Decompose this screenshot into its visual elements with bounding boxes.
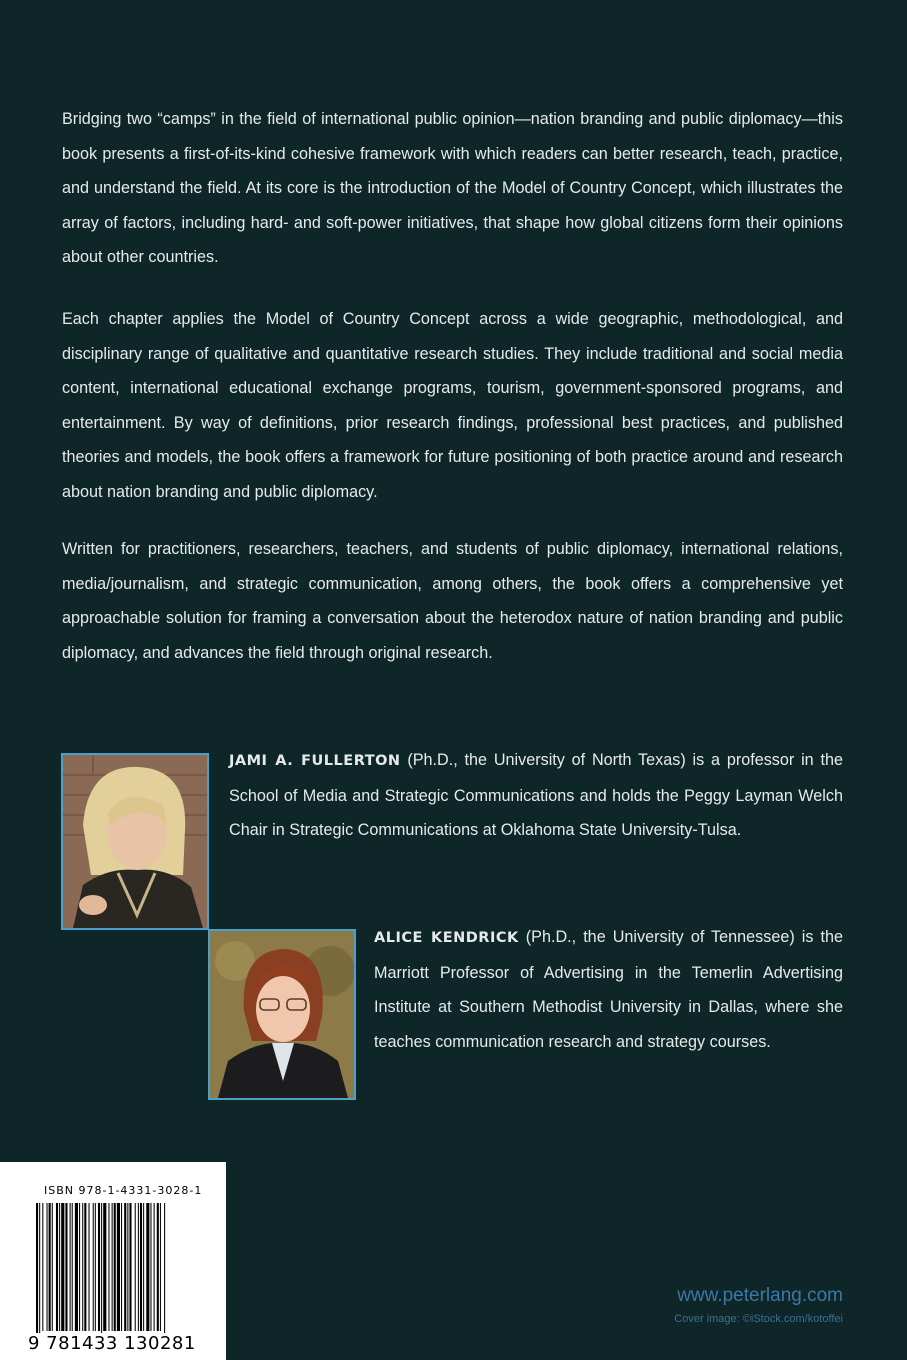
barcode-bar bbox=[79, 1203, 80, 1331]
barcode-bar bbox=[121, 1203, 122, 1331]
author-bio-fullerton bbox=[229, 743, 843, 848]
barcode-bar bbox=[61, 1203, 64, 1331]
barcode-bar bbox=[157, 1203, 159, 1331]
barcode-bar bbox=[140, 1203, 142, 1331]
barcode-bar bbox=[101, 1203, 102, 1341]
author-name: JAMI A. FULLERTON bbox=[229, 753, 401, 769]
barcode-bar bbox=[150, 1203, 151, 1331]
barcode-bar bbox=[112, 1203, 113, 1331]
barcode-bar bbox=[42, 1203, 43, 1331]
barcode-bar bbox=[70, 1203, 71, 1331]
isbn-barcode bbox=[36, 1203, 204, 1341]
barcode-bar bbox=[127, 1203, 128, 1331]
barcode-digits: 9 781433 130281 bbox=[28, 1333, 196, 1354]
barcode-bar bbox=[164, 1203, 165, 1341]
barcode-bar bbox=[138, 1203, 139, 1331]
description-paragraph-3: Written for practitioners, researchers, teachers, and students of public diplomacy, international relations, media/journalism, and strategic communication, among others, the book offers a comprehensive yet approachable solution for framing a conversation about the heterodox nature of nation branding and public diplomacy, and advances the field through original research. bbox=[62, 540, 843, 662]
barcode-bar bbox=[143, 1203, 144, 1331]
publisher-url[interactable]: www.peterlang.com bbox=[677, 1285, 843, 1306]
barcode-bar bbox=[114, 1203, 116, 1331]
author-name: ALICE KENDRICK bbox=[374, 930, 519, 946]
barcode-bar bbox=[103, 1203, 106, 1331]
barcode-bar bbox=[154, 1203, 155, 1331]
barcode-bar bbox=[65, 1203, 67, 1331]
barcode-bar bbox=[135, 1203, 136, 1331]
barcode-bar bbox=[146, 1203, 149, 1331]
barcode-bar bbox=[95, 1203, 96, 1331]
barcode-bar bbox=[84, 1203, 86, 1331]
barcode-bar bbox=[47, 1203, 48, 1331]
barcode-bar bbox=[52, 1203, 53, 1331]
cover-image-credit: Cover image: ©iStock.com/kotoffei bbox=[674, 1313, 843, 1325]
barcode-bar bbox=[49, 1203, 51, 1331]
barcode-bar bbox=[98, 1203, 100, 1331]
barcode-bar bbox=[93, 1203, 94, 1331]
barcode-bar bbox=[36, 1203, 38, 1341]
author-photo-kendrick bbox=[208, 929, 356, 1100]
author-bio-text: (Ph.D., the University of North Texas) is a professor in the School of Media and Strategic Communications and holds the Peggy Layman Welch Chair in Strategic Communications at Oklahoma State University-Tulsa. bbox=[229, 751, 843, 839]
description-paragraph-2: Each chapter applies the Model of Country Concept across a wide geographic, methodological, and disciplinary range of qualitative and quantitative research studies. They include traditional and social media content, international educational exchange programs, tourism, government-sponsored programs, and entertainment. By way of definitions, prior research findings, professional best practices, and published theories and models, the book offers a framework for future positioning of both practice around and research about nation branding and public diplomacy. bbox=[62, 310, 843, 501]
author-bio-text: (Ph.D., the University of Tennessee) is the Marriott Professor of Advertising in the Temerlin Advertising Institute at Southern Methodist University in Dallas, where she teaches communication research and strategy courses. bbox=[374, 928, 843, 1051]
author-bio-kendrick bbox=[374, 920, 843, 1059]
barcode-bar bbox=[56, 1203, 58, 1331]
barcode-bar bbox=[129, 1203, 131, 1331]
author-photo-fullerton bbox=[61, 753, 209, 930]
barcode-bar bbox=[72, 1203, 73, 1331]
barcode-bar bbox=[108, 1203, 109, 1331]
barcode-bar bbox=[117, 1203, 120, 1331]
barcode-bar bbox=[89, 1203, 90, 1331]
barcode-bar bbox=[124, 1203, 126, 1331]
barcode-bar bbox=[59, 1203, 60, 1331]
isbn-label: ISBN 978-1-4331-3028-1 bbox=[44, 1184, 203, 1197]
barcode-bar bbox=[82, 1203, 83, 1331]
barcode-bar bbox=[75, 1203, 78, 1331]
description-paragraph-1: Bridging two “camps” in the field of international public opinion—nation branding and public diplomacy—this book presents a first-of-its-kind cohesive framework with which readers can better research, teach, practice, and understand the field. At its core is the introduction of the Model of Country Concept, which illustrates the array of factors, including hard- and soft-power initiatives, that shape how global citizens form their opinions about other countries. bbox=[62, 110, 843, 266]
barcode-bar bbox=[160, 1203, 161, 1331]
barcode-bar bbox=[39, 1203, 40, 1341]
